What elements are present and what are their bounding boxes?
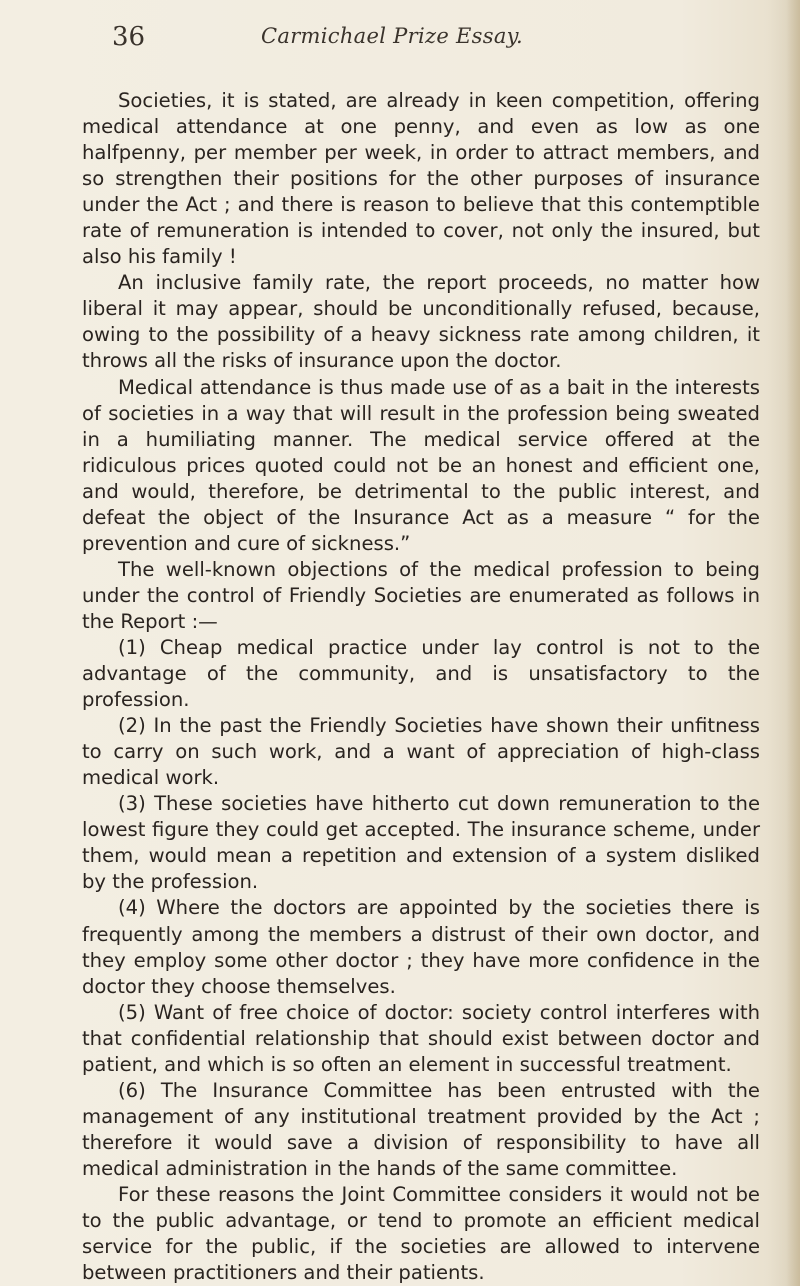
page-edge-shadow — [786, 0, 800, 1286]
paragraph: An inclusive family rate, the report proceeds, no matter how liberal it may appear, should be unconditionally refused, because, owing to the possibility of a heavy sickness rate among children, it throws all the risks of insurance upon the doctor. — [82, 271, 760, 373]
body-text — [82, 88, 760, 1286]
page-header — [112, 22, 672, 58]
list-item: (5) Want of free choice of doctor: society control interferes with that confidential relationship that should exist between doctor and patient, and which is so often an element in successful treatment. — [82, 1000, 760, 1076]
list-item: (4) Where the doctors are appointed by the societies there is frequently among the members a distrust of their own doctor, and they employ some other doctor ; they have more confidence in the doctor they choose themselves. — [82, 896, 760, 998]
paragraph: The well-known objections of the medical profession to being under the control of Friendly Societies are enumerated as follows in the Report :— — [82, 557, 760, 633]
running-head: Carmichael Prize Essay. — [261, 24, 523, 48]
paragraph: Societies, it is stated, are already in keen competition, offering medical attendance at one penny, and even as low as one halfpenny, per member per week, in order to attract members, and so strengthen their positions for the other purposes of insurance under the Act ; and there is reason to believe that this contemptible rate of remuneration is intended to cover, not only the insured, but also his family ! — [82, 89, 760, 269]
paragraph: Medical attendance is thus made use of as a bait in the interests of societies in a way that will result in the profession being sweated in a humiliating manner. The medical service offered at the ridiculous prices quoted could not be an honest and efficient one, and would, therefore, be detrimental to the public interest, and defeat the object of the Insurance Act as a measure “ for the prevention and cure of sickness.” — [82, 375, 760, 555]
list-item: (6) The Insurance Committee has been entrusted with the management of any institutional treatment provided by the Act ; therefore it would save a division of responsibility to have all medical administration in the hands of the same committee. — [82, 1078, 760, 1180]
list-item: (2) In the past the Friendly Societies have shown their unfitness to carry on such work, and a want of appreciation of high-class medical work. — [82, 714, 760, 790]
list-item: (3) These societies have hitherto cut down remuneration to the lowest figure they could get accepted. The insurance scheme, under them, would mean a repetition and extension of a system disliked by the profession. — [82, 792, 760, 894]
page-number: 36 — [112, 22, 146, 52]
paragraph: For these reasons the Joint Committee considers it would not be to the public advantage, or tend to promote an efficient medical service for the public, if the societies are allowed to intervene between practitioners and their patients. — [82, 1182, 760, 1285]
list-item: (1) Cheap medical practice under lay control is not to the advantage of the community, and is unsatisfactory to the profession. — [82, 635, 760, 712]
